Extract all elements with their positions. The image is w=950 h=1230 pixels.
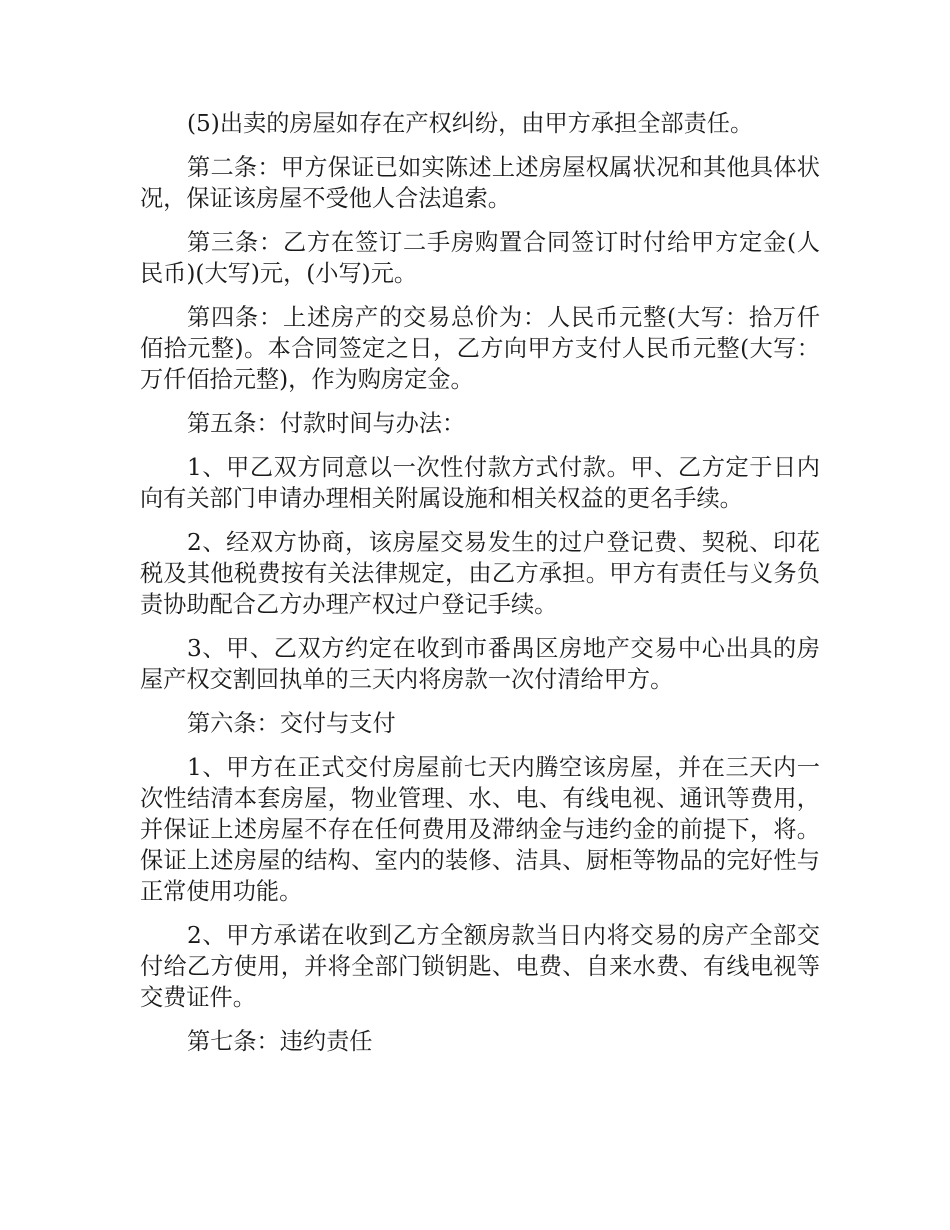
paragraph-article-5-item-3: 3、甲、乙双方约定在收到市番禺区房地产交易中心出具的房屋产权交割回执单的三天内将房款一次付清给甲方。 bbox=[140, 635, 820, 693]
paragraph-article-4: 第四条：上述房产的交易总价为：人民币元整(大写：拾万仟佰拾元整)。本合同签定之日，乙方向甲方支付人民币元整(大写：万仟佰拾元整)，作为购房定金。 bbox=[140, 304, 820, 393]
paragraph-article-5-item-2: 2、经双方协商，该房屋交易发生的过户登记费、契税、印花税及其他税费按有关法律规定，由乙方承担。甲方有责任与义务负责协助配合乙方办理产权过户登记手续。 bbox=[140, 529, 820, 618]
paragraph-article-6-item-2: 2、甲方承诺在收到乙方全额房款当日内将交易的房产全部交付给乙方使用，并将全部门锁钥匙、电费、自来水费、有线电视等交费证件。 bbox=[140, 922, 820, 1011]
paragraph-article-7-heading: 第七条：违约责任 bbox=[187, 1028, 373, 1055]
paragraph-article-5-item-1: 1、甲乙双方同意以一次性付款方式付款。甲、乙方定于日内向有关部门申请办理相关附属设施和相关权益的更名手续。 bbox=[140, 454, 820, 512]
paragraph-item-5-dispute: (5)出卖的房屋如存在产权纠纷，由甲方承担全部责任。 bbox=[187, 110, 754, 137]
paragraph-article-6-item-1: 1、甲方在正式交付房屋前七天内腾空该房屋，并在三天内一次性结清本套房屋，物业管理、水、电、有线电视、通讯等费用，并保证上述房屋不存在任何费用及滞纳金与违约金的前提下，将。保证上述房屋的结构、室内的装修、洁具、厨柜等物品的完好性与正常使用功能。 bbox=[140, 754, 820, 905]
paragraph-article-2: 第二条：甲方保证已如实陈述上述房屋权属状况和其他具体状况，保证该房屋不受他人合法追索。 bbox=[140, 154, 820, 212]
paragraph-article-3: 第三条：乙方在签订二手房购置合同签订时付给甲方定金(人民币)(大写)元，(小写)元。 bbox=[140, 229, 820, 287]
document-body bbox=[140, 108, 820, 1070]
paragraph-article-6-heading: 第六条：交付与支付 bbox=[187, 710, 396, 737]
paragraph-article-5-heading: 第五条：付款时间与办法： bbox=[187, 410, 466, 437]
